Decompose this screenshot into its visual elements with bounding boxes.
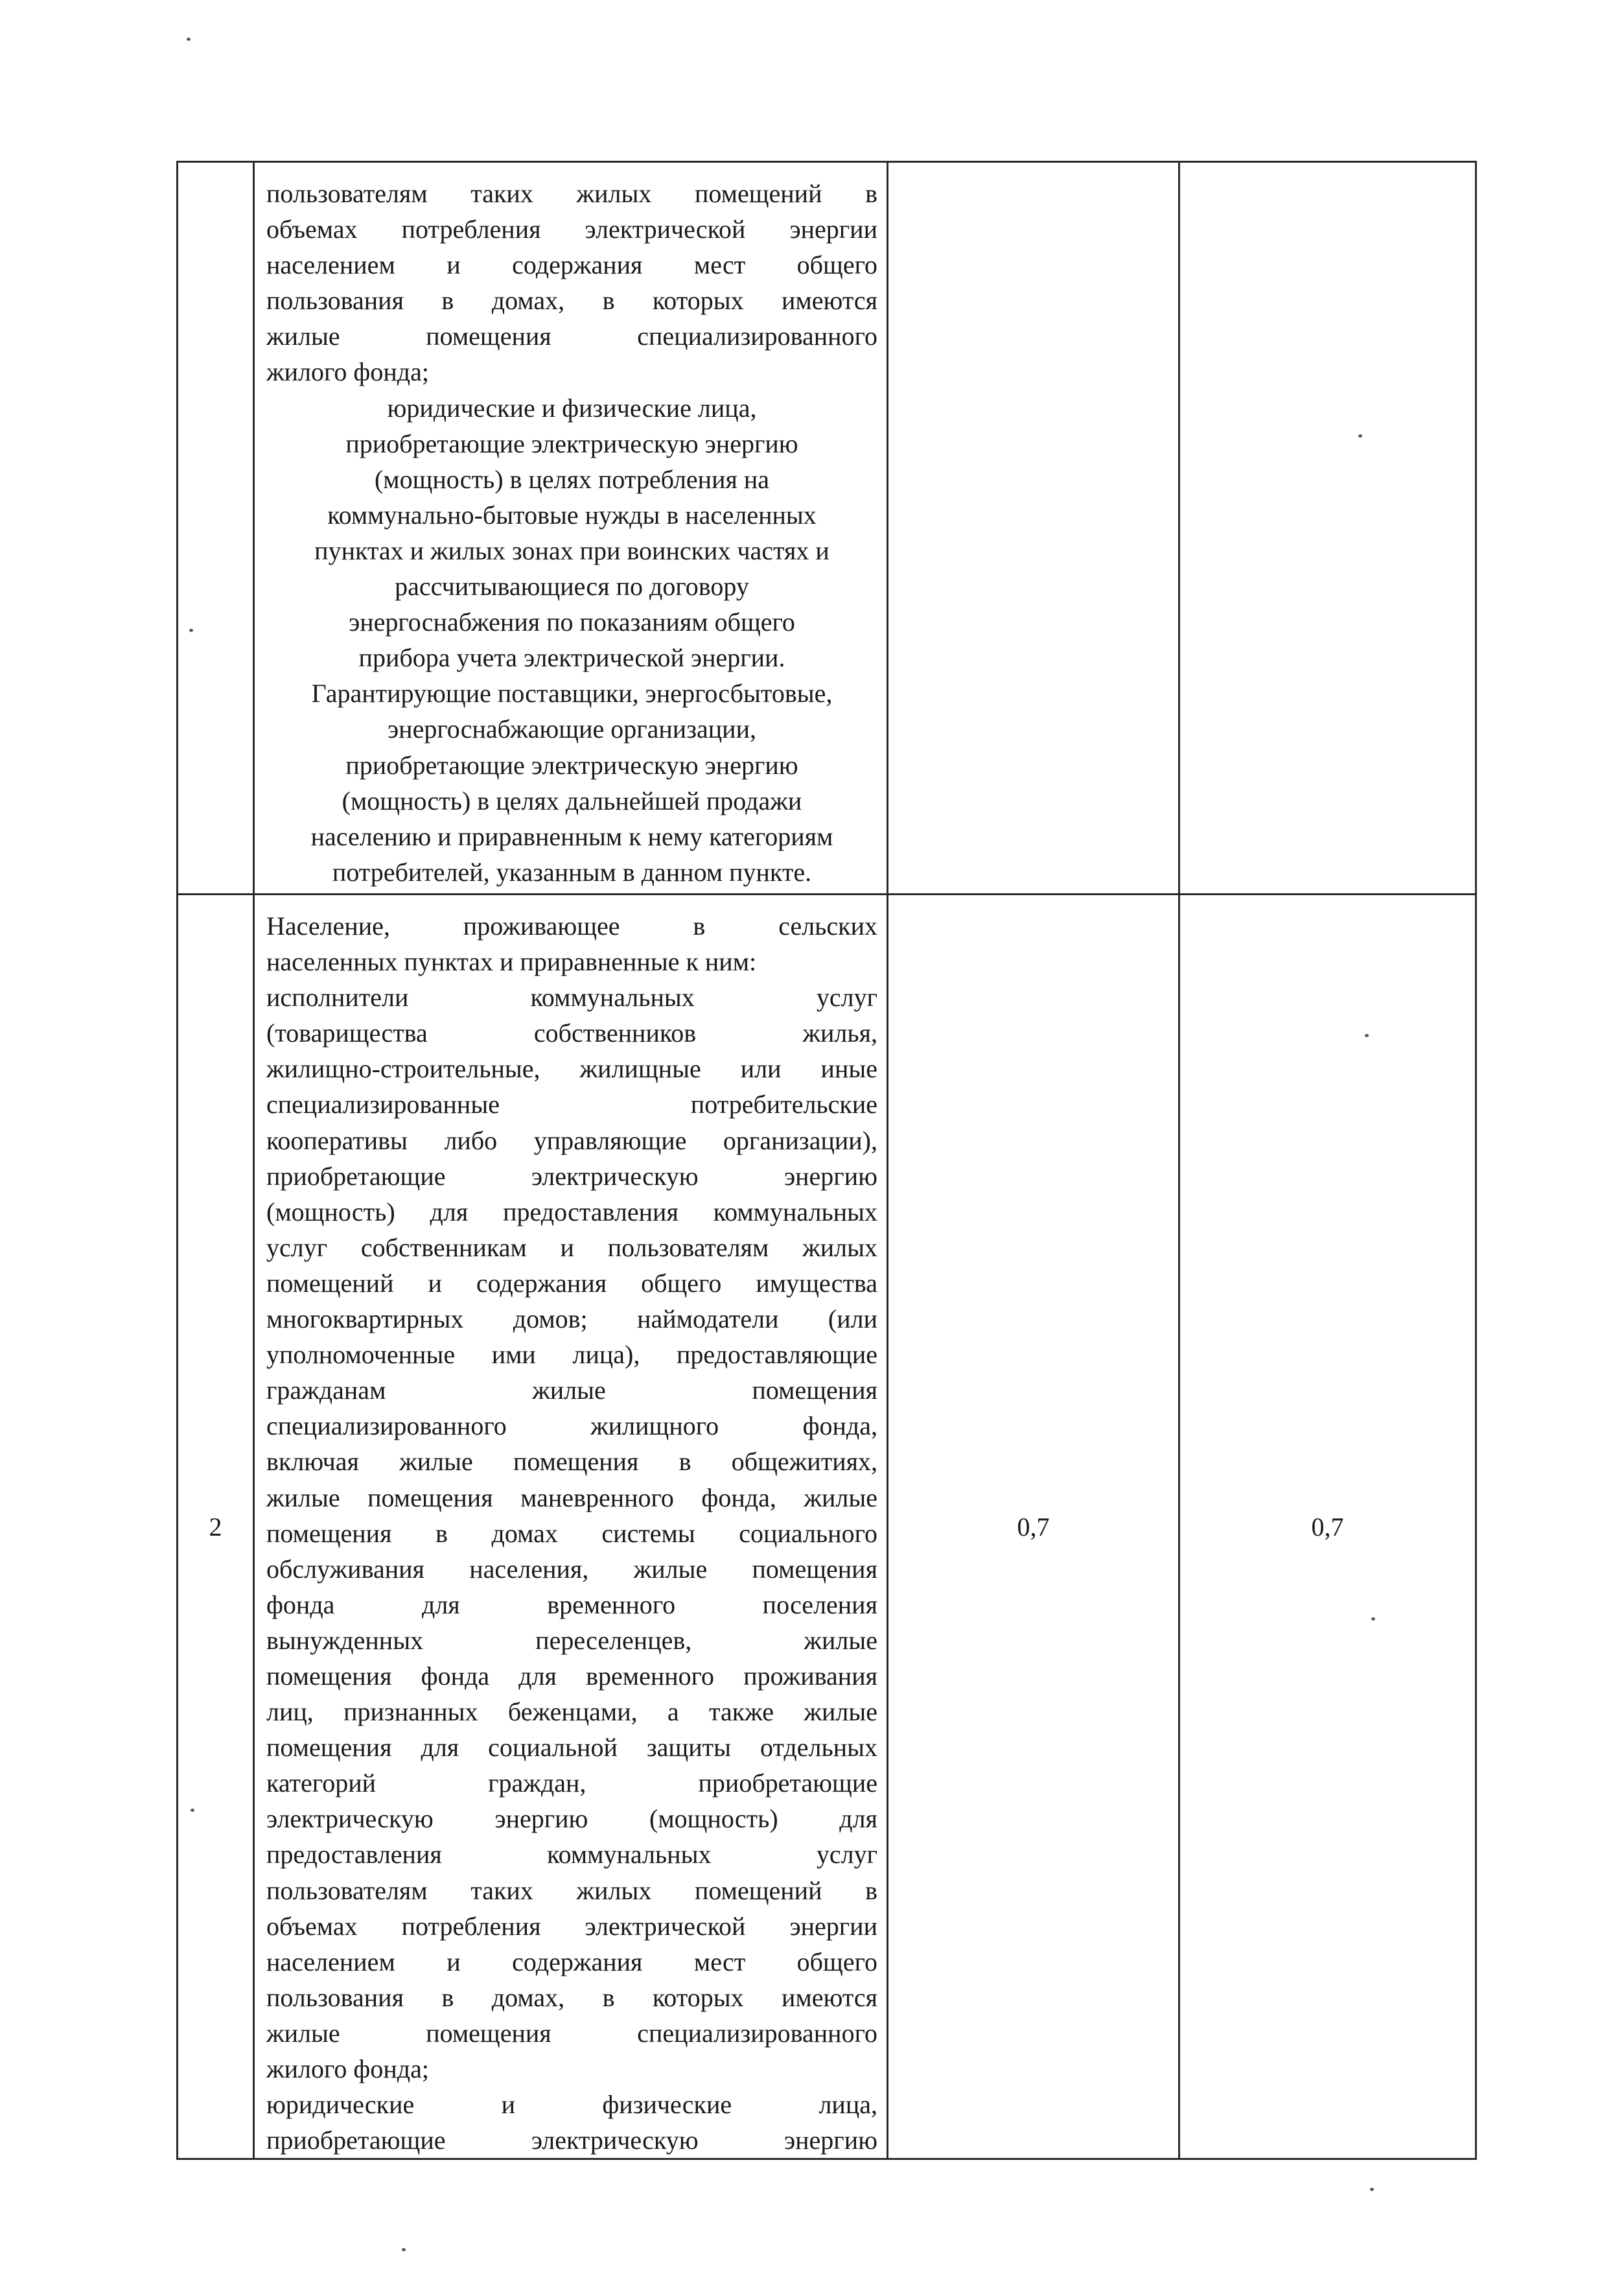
value-1: 0,7	[1017, 1512, 1050, 1541]
text-line: помещения фонда для временного проживания	[266, 1661, 877, 1691]
text-line: Население, проживающее в сельских	[266, 911, 877, 941]
text-line: населенных пунктах и приравненные к ним:	[266, 947, 757, 977]
scan-speck	[191, 1809, 194, 1812]
text-line: специализированного жилищного фонда,	[266, 1411, 877, 1441]
text-line: юридические и физические лица,	[387, 393, 757, 423]
scan-speck	[189, 629, 193, 632]
text-line: жилые помещения специализированного	[266, 322, 877, 351]
text-line: жилые помещения маневренного фонда, жилые	[266, 1482, 877, 1512]
text-line: кооперативы либо управляющие организации),	[266, 1125, 877, 1155]
text-line: вынужденных переселенцев, жилые	[266, 1625, 877, 1655]
text-line: уполномоченные ими лица), предоставляющие	[266, 1340, 877, 1370]
text-line: Гарантирующие поставщики, энергосбытовые,	[311, 679, 833, 709]
value-2: 0,7	[1311, 1512, 1344, 1541]
text-line: услуг собственникам и пользователям жилых	[266, 1232, 877, 1262]
text-line: помещения для социальной защиты отдельных	[266, 1733, 877, 1763]
description-text	[255, 163, 887, 890]
text-line: энергоснабжения по показаниям общего	[349, 607, 795, 637]
text-line: пользователям таких жилых помещений в	[266, 1875, 877, 1905]
text-line: гражданам жилые помещения	[266, 1376, 877, 1405]
text-line: специализированные потребительские	[266, 1090, 877, 1119]
text-line: рассчитывающиеся по договору	[395, 572, 749, 602]
text-line: населению и приравненным к нему категориям	[310, 821, 833, 851]
scan-speck	[1358, 434, 1362, 438]
text-line: пунктах и жилых зонах при воинских частях и	[314, 535, 829, 565]
text-line: категорий граждан, приобретающие	[266, 1768, 877, 1798]
description-text	[255, 895, 887, 2158]
text-line: прибора учета электрической энергии.	[358, 643, 785, 673]
text-line: приобретающие электрическую энергию	[266, 1161, 877, 1191]
text-line: потребителей, указанным в данном пункте.	[332, 857, 812, 887]
text-line: исполнители коммунальных услуг	[266, 983, 877, 1013]
text-line: фонда для временного поселения	[266, 1589, 877, 1619]
text-line: пользователям таких жилых помещений в	[266, 179, 877, 208]
text-line: (мощность) для предоставления коммунальных	[266, 1197, 877, 1226]
text-line: (мощность) в целях дальнейшей продажи	[342, 786, 802, 815]
text-line: жилого фонда;	[266, 2054, 429, 2083]
text-line: помещения в домах системы социального	[266, 1518, 877, 1548]
row-number-cell	[178, 162, 254, 895]
text-line: пользования в домах, в которых имеются	[266, 286, 877, 316]
text-line: жилого фонда;	[266, 357, 429, 387]
value-cell-2	[1179, 895, 1476, 2159]
text-line: предоставления коммунальных услуг	[266, 1840, 877, 1869]
text-line: населением и содержания мест общего	[266, 250, 877, 280]
value-cell-2	[1179, 162, 1476, 895]
scan-speck	[1371, 1617, 1375, 1621]
text-line: объемах потребления электрической энергии	[266, 215, 877, 244]
value-cell-1	[888, 895, 1179, 2159]
text-line: объемах потребления электрической энергии	[266, 1911, 877, 1941]
tariff-table	[176, 161, 1477, 2160]
text-line: приобретающие электрическую энергию	[345, 750, 798, 780]
text-line: жилищно-строительные, жилищные или иные	[266, 1054, 877, 1084]
text-line: лиц, признанных беженцами, а также жилые	[266, 1697, 877, 1727]
text-line: коммунально-бытовые нужды в населенных	[327, 500, 817, 530]
text-line: жилые помещения специализированного	[266, 2018, 877, 2048]
text-line: включая жилые помещения в общежитиях,	[266, 1447, 877, 1477]
scan-speck	[402, 2248, 406, 2251]
text-line: энергоснабжающие организации,	[388, 714, 756, 744]
text-line: юридические и физические лица,	[266, 2090, 877, 2120]
row-number: 2	[209, 1512, 222, 1541]
description-cell	[254, 895, 888, 2159]
description-cell	[254, 162, 888, 895]
text-line: приобретающие электрическую энергию	[345, 428, 798, 458]
scan-speck	[1370, 2188, 1374, 2191]
table-row	[178, 895, 1476, 2159]
scan-speck	[1365, 1034, 1369, 1037]
text-line: (мощность) в целях потребления на	[374, 464, 770, 494]
text-line: многоквартирных домов; наймодатели (или	[266, 1304, 877, 1334]
value-cell-1	[888, 162, 1179, 895]
text-line: (товарищества собственников жилья,	[266, 1018, 877, 1048]
text-line: приобретающие электрическую энергию	[266, 2126, 877, 2155]
row-number-cell	[178, 895, 254, 2159]
text-line: электрическую энергию (мощность) для	[266, 1804, 877, 1834]
text-line: населением и содержания мест общего	[266, 1947, 877, 1976]
text-line: пользования в домах, в которых имеются	[266, 1982, 877, 2012]
scan-speck	[187, 38, 191, 41]
table-row	[178, 162, 1476, 895]
text-line: помещений и содержания общего имущества	[266, 1268, 877, 1298]
text-line: обслуживания населения, жилые помещения	[266, 1554, 877, 1584]
